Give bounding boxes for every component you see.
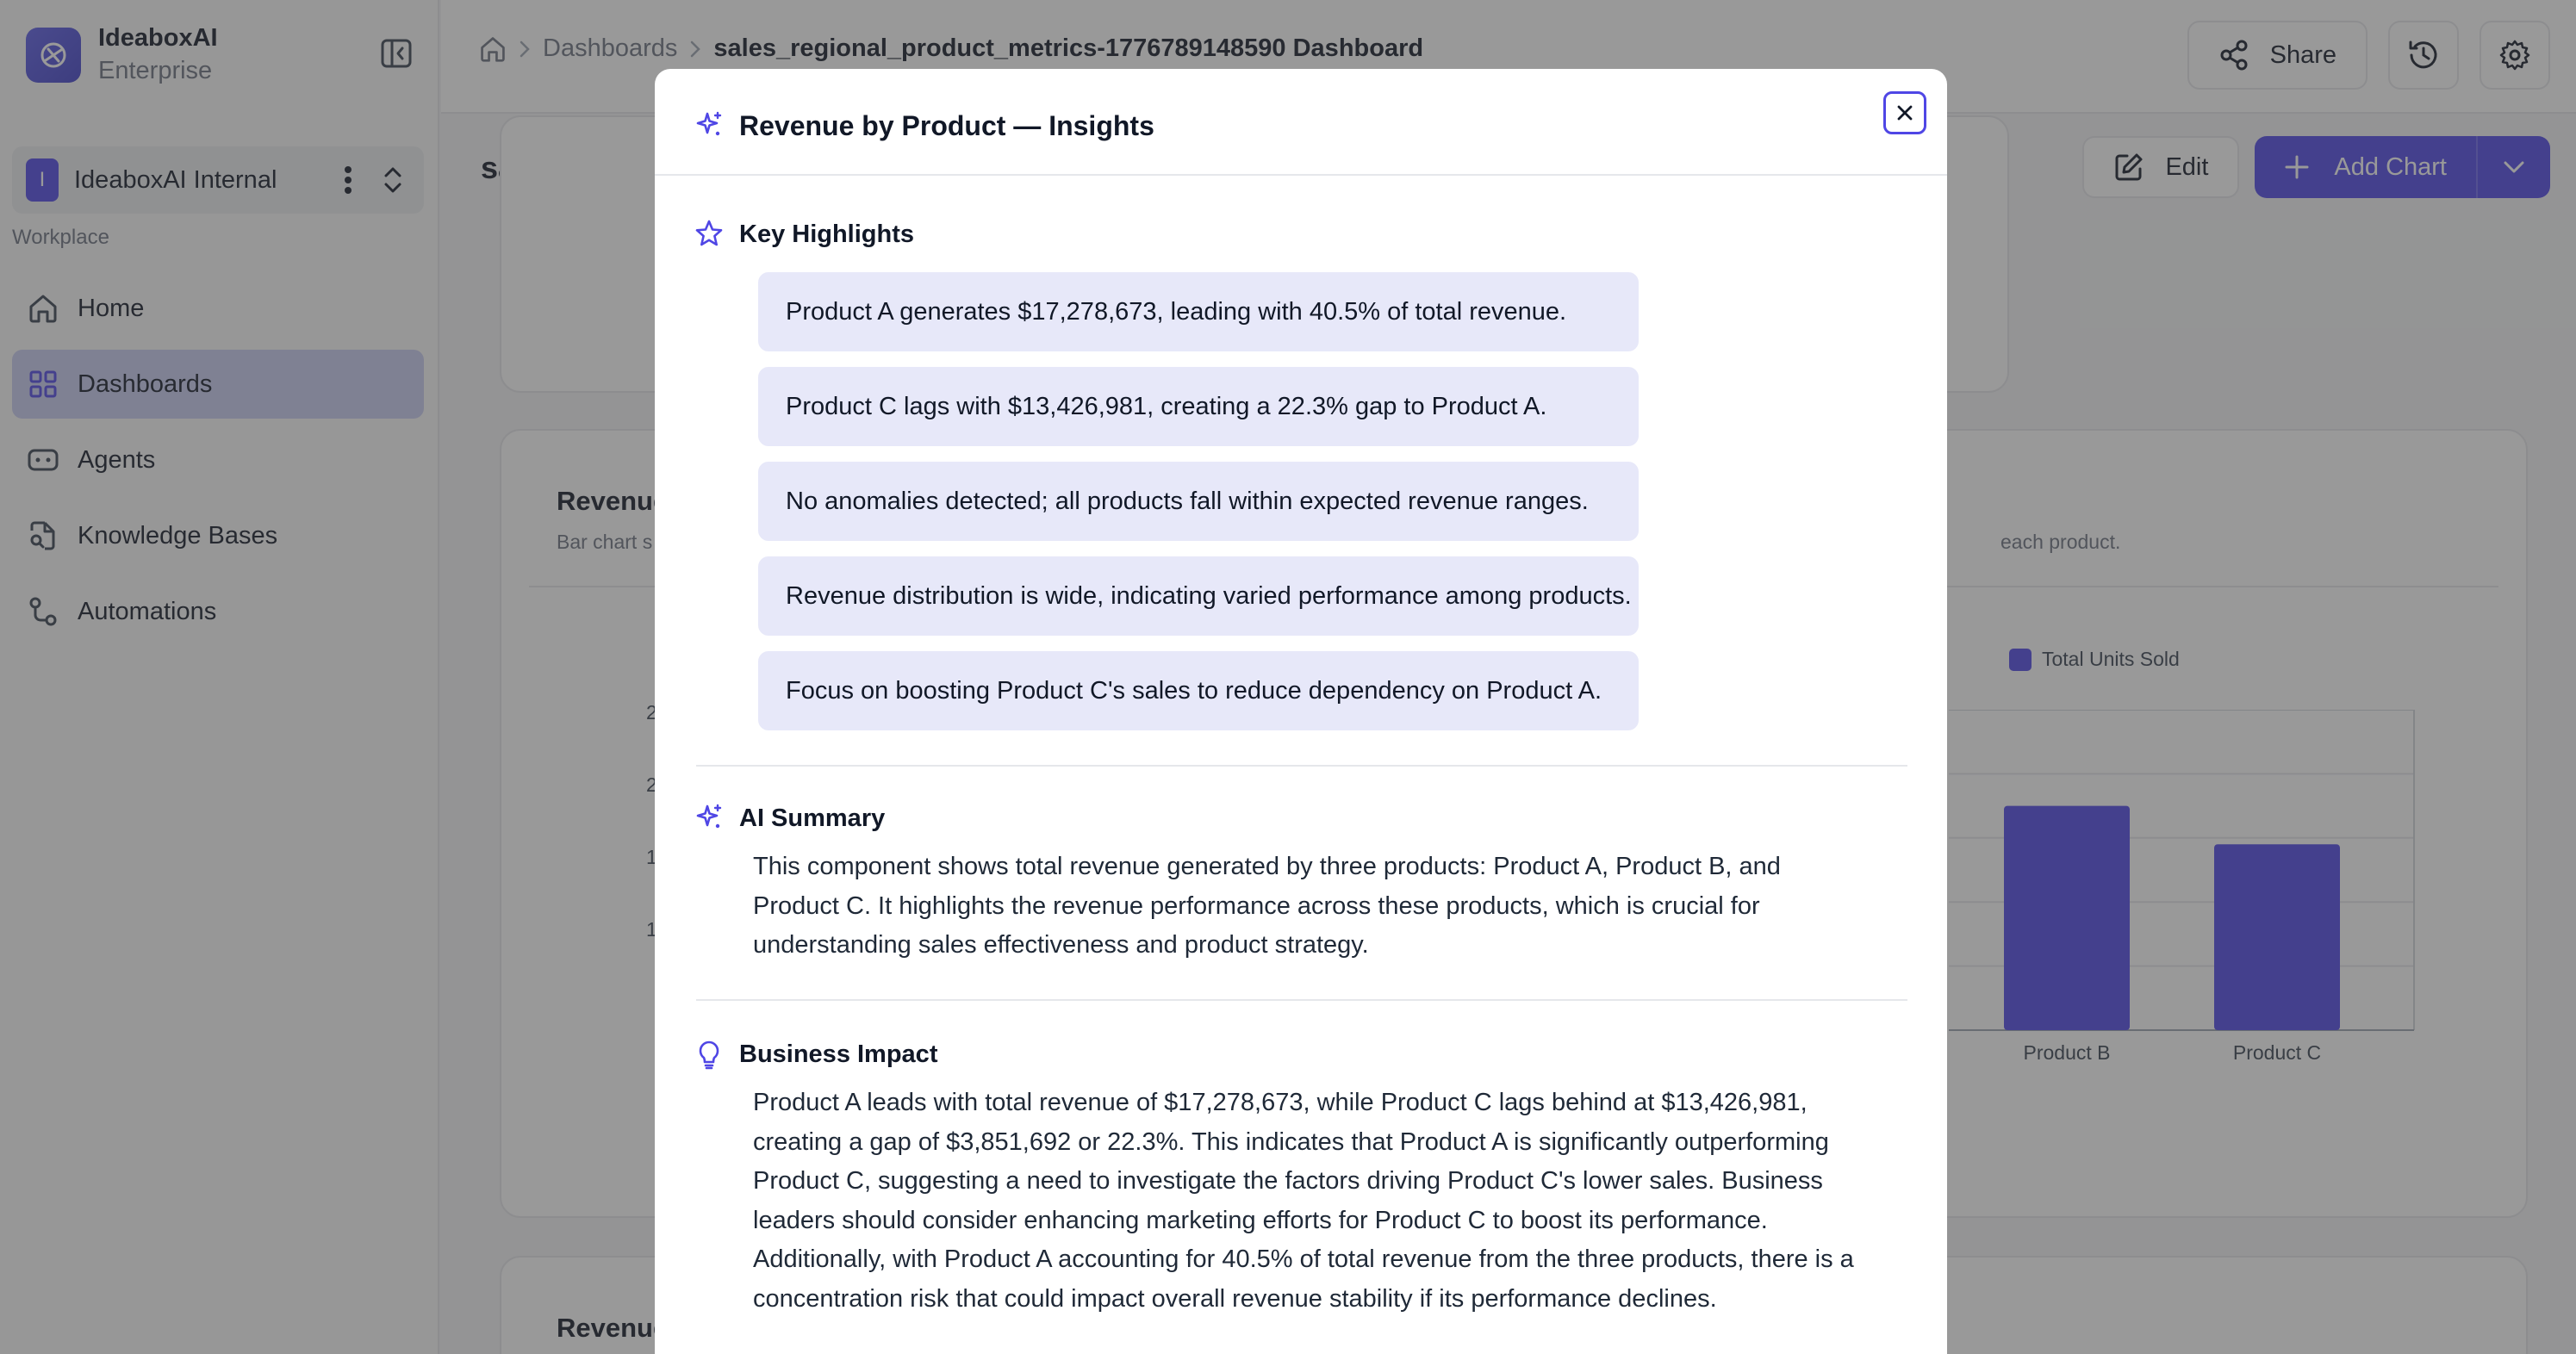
close-button[interactable] [1883,91,1926,134]
lightbulb-icon [694,1039,724,1070]
highlight-item: Focus on boosting Product C's sales to reduce dependency on Product A. [758,651,1639,730]
impact-line: creating a gap of $3,851,692 or 22.3%. This indicates that Product A is significantly outperforming [753,1127,1829,1156]
impact-line: leaders should consider enhancing marketing efforts for Product C to boost its performance. [753,1206,1768,1234]
impact-line: Product A leads with total revenue of $17,278,673, while Product C lags behind at $13,426,981, [753,1089,1808,1116]
business-impact-title: Business Impact [739,1040,938,1068]
modal-title: Revenue by Product — Insights [739,110,1154,141]
highlight-item: No anomalies detected; all products fall within expected revenue ranges. [758,462,1639,541]
sparkles-icon [694,803,724,832]
insights-modal [655,69,1947,1354]
sparkles-icon [694,110,724,140]
highlight-item: Revenue distribution is wide, indicating varied performance among products. [758,556,1639,636]
ai-summary-title: AI Summary [739,804,886,832]
business-impact-text [753,1084,1899,1319]
highlight-item: Product C lags with $13,426,981, creating a 22.3% gap to Product A. [758,367,1639,446]
section-divider [696,765,1907,767]
summary-line: understanding sales effectiveness and product strategy. [753,931,1369,959]
close-icon [1895,103,1914,122]
section-divider [696,999,1907,1001]
impact-line: Product C, suggesting a need to investigate the factors driving Product C's lower sales. Business [753,1167,1823,1195]
summary-line: Product C. It highlights the revenue performance across these products, which is crucial for [753,891,1760,920]
impact-line: concentration risk that could impact overall revenue stability if its performance declines. [753,1284,1717,1313]
key-highlights-title: Key Highlights [739,220,915,248]
key-highlights-list [758,272,1639,746]
summary-line: This component shows total revenue generated by three products: Product A, Product B, and [753,853,1781,880]
star-icon [694,219,724,248]
highlight-item: Product A generates $17,278,673, leading with 40.5% of total revenue. [758,272,1639,351]
modal-header [655,69,1947,176]
impact-line: Additionally, with Product A accounting for 40.5% of total revenue from the three products, there is a [753,1245,1854,1273]
ai-summary-text [753,848,1899,966]
